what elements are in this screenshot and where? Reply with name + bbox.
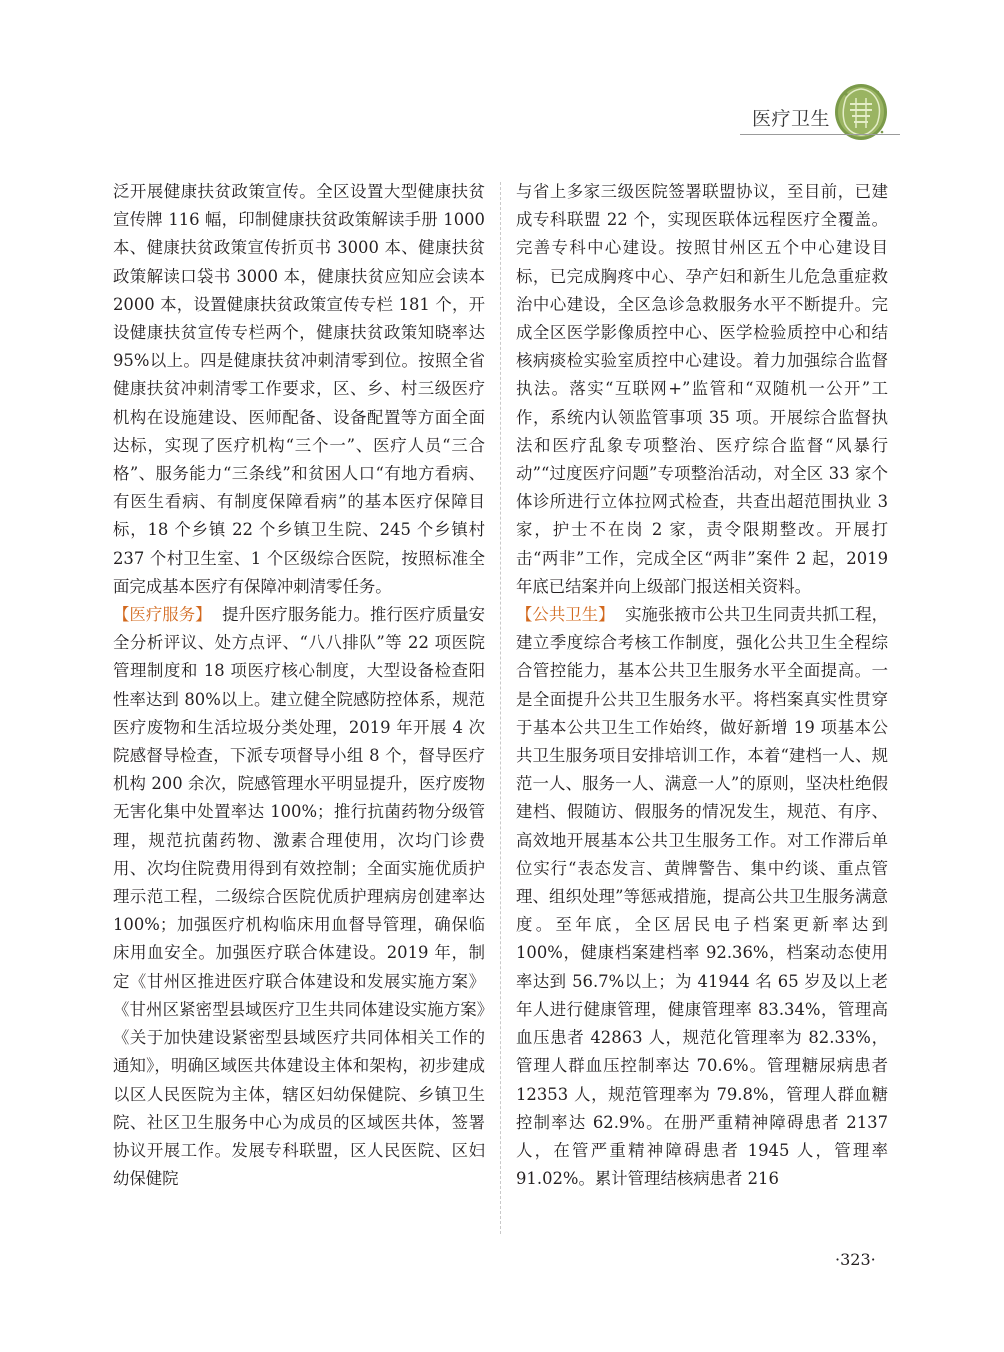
column-divider <box>500 182 501 1234</box>
medical-service-label: 【医疗服务】 <box>113 605 212 625</box>
page-number: ·323· <box>835 1250 876 1269</box>
seal-stamp-icon <box>832 80 890 142</box>
left-intro-paragraph: 泛开展健康扶贫政策宣传。全区设置大型健康扶贫宣传牌 116 幅，印制健康扶贫政策解读手册 1000 本、健康扶贫政策宣传折页书 3000 本、健康扶贫政策解读口袋书 3000 本，健康扶贫应知应会读本 2000 本，设置健康扶贫政策宣传专栏 181 个，开设健康扶贫宣传专栏两个，健康扶贫政策知晓率达 95%以上。四是健康扶贫冲刺清零到位。按照全省健康扶贫冲刺清零工作要求，区、乡、村三级医疗机构在设施建设、医师配备、设备配置等方面全面达标，实现了医疗机构“三个一”、医疗人员“三合格”、服务能力“三条线”和贫困人口“有地方看病、有医生看病、有制度保障看病”的基本医疗保障目标，18 个乡镇 22 个乡镇卫生院、245 个乡镇村 237 个村卫生室、1 个区级综合医院，按照标准全面完成基本医疗有保障冲刺清零任务。 <box>113 182 485 596</box>
left-column <box>113 178 485 1193</box>
public-health-label: 【公共卫生】 <box>516 605 615 625</box>
section-header: 医疗卫生 <box>752 108 831 130</box>
public-health-text: 实施张掖市公共卫生同责共抓工程，建立季度综合考核工作制度，强化公共卫生全程综合管控能力，基本公共卫生服务水平全面提高。一是全面提升公共卫生服务水平。将档案真实性贯穿于基本公共卫生工作始终，做好新增 19 项基本公共卫生服务项目安排培训工作，本着“建档一人、规范一人、服务一人、满意一人”的原则，坚决杜绝假建档、假随访、假服务的情况发生，规范、有序、高效地开展基本公共卫生服务工作。对工作滞后单位实行“表态发言、黄牌警告、集中约谈、重点管理、组织处理”等惩戒措施，提高公共卫生服务满意度。至年底，全区居民电子档案更新率达到 100%，健康档案建档率 92.36%，档案动态使用率达到 56.7%以上；为 41944 名 65 岁及以上老年人进行健康管理，健康管理率 83.34%，管理高血压患者 42863 人，规范化管理率为 82.33%，管理人群血压控制率达 70.6%。管理糖尿病患者 12353 人，规范管理率为 79.8%，管理人群血糖控制率达 62.9%。在册严重精神障碍患者 2137 人，在管严重精神障碍患者 1945 人，管理率 91.02%。累计管理结核病患者 216 <box>516 605 889 1189</box>
medical-service-text: 提升医疗服务能力。推行医疗质量安全分析评议、处方点评、“八八排队”等 22 项医院管理制度和 18 项医疗核心制度，大型设备检查阳性率达到 80%以上。建立健全院感防控体系，规范医疗废物和生活垃圾分类处理，2019 年开展 4 次院感督导检查，下派专项督导小组 8 个，督导医疗机构 200 余次，院感管理水平明显提升，医疗废物无害化集中处置率达 100%；推行抗菌药物分级管理，规范抗菌药物、激素合理使用，次均门诊费用、次均住院费用得到有效控制；全面实施优质护理示范工程，二级综合医院优质护理病房创建率达 100%；加强医疗机构临床用血督导管理，确保临床用血安全。加强医疗联合体建设。2019 年，制定《甘州区推进医疗联合体建设和发展实施方案》《甘州区紧密型县域医疗卫生共同体建设实施方案》《关于加快建设紧密型县域医疗共同体相关工作的通知》，明确区域医共体建设主体和架构，初步建成以区人民医院为主体，辖区妇幼保健院、乡镇卫生院、社区卫生服务中心为成员的区域医共体，签署协议开展工作。发展专科联盟，区人民医院、区妇幼保健院 <box>113 605 486 1189</box>
public-health-paragraph <box>516 601 888 1193</box>
header-divider <box>740 134 900 135</box>
right-intro-paragraph: 与省上多家三级医院签署联盟协议，至目前，已建成专科联盟 22 个，实现医联体远程医疗全覆盖。完善专科中心建设。按照甘州区五个中心建设目标，已完成胸疼中心、孕产妇和新生儿危急重症救治中心建设，全区急诊急救服务水平不断提升。完成全区医学影像质控中心、医学检验质控中心和结核病痰检实验室质控中心建设。着力加强综合监督执法。落实“互联网+”监管和“双随机一公开”工作，系统内认领监管事项 35 项。开展综合监督执法和医疗乱象专项整治、医疗综合监督“风暴行动”“过度医疗问题”专项整治活动，对全区 33 家个体诊所进行立体拉网式检查，共查出超范围执业 3 家，护士不在岗 2 家，责令限期整改。开展打击“两非”工作，完成全区“两非”案件 2 起，2019 年底已结案并向上级部门报送相关资料。 <box>516 182 888 596</box>
right-column <box>516 178 888 1193</box>
medical-service-paragraph <box>113 601 485 1193</box>
